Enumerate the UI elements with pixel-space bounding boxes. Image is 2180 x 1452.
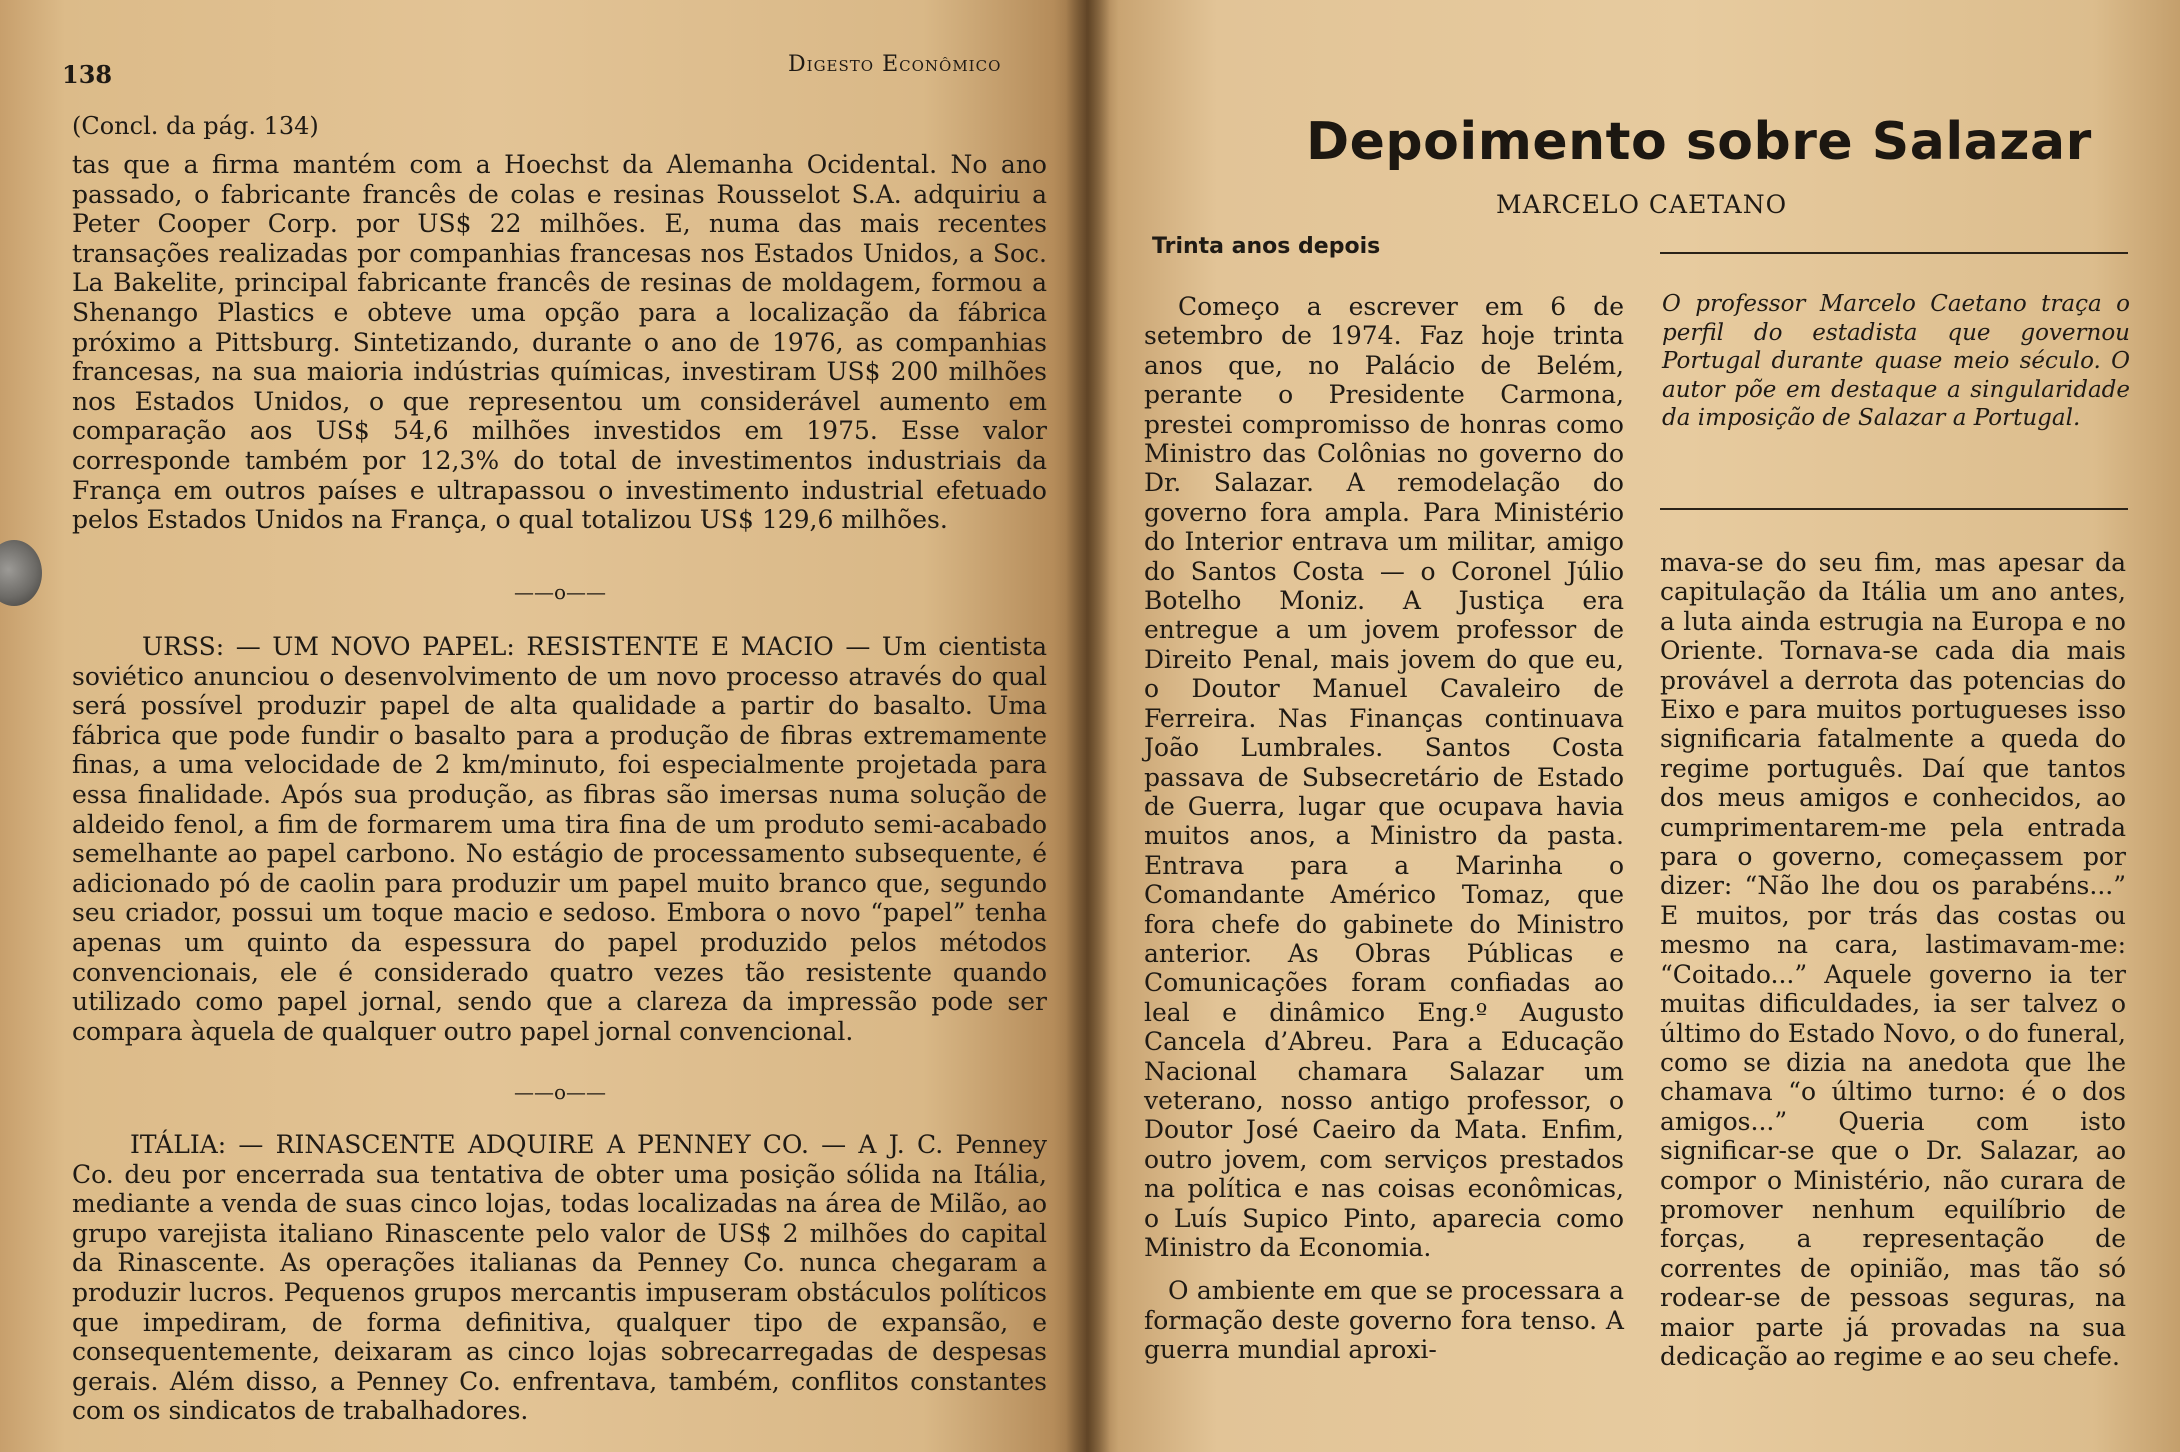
paragraph: Começo a escrever em 6 de setembro de 1974. Faz hoje trinta anos que, no Palácio de Belém, perante o Presidente Carmona, prestei compromisso de honras como Ministro das Colônias no governo do Dr. Salazar. A remodelação do governo fora ampla. Para Ministério do Interior entrava um militar, amigo do Santos Costa — o Coronel Júlio Botelho Moniz. A Justiça era entregue a um jovem professor de Direito Penal, mais jovem do que eu, o Doutor Manuel Cavaleiro de Ferreira. Nas Finanças continuava João Lumbrales. Santos Costa passava de Subsecretário de Estado de Guerra, lugar que ocupava havia muitos anos, a Ministro da pasta. Entrava para a Marinha o Comandante Américo Tomaz, que fora chefe do gabinete do Ministro anterior. As Obras Públicas e Comunicações foram confiadas ao leal e dinâmico Eng.º Augusto Cancela d’Abreu. Para a Educação Nacional chamara Salazar um veterano, nosso antigo professor, o Doutor José Caeiro da Mata. Enfim, outro jovem, com serviços prestados na política e nas coisas econômicas, o Luís Supico Pinto, aparecia como Ministro da Economia.: [1144, 292, 1624, 1262]
page-number: 138: [62, 60, 113, 89]
abstract-rule-top: [1660, 252, 2128, 254]
separator: ——o——: [513, 580, 607, 604]
left-page: [0, 0, 1086, 1452]
article-column-middle: [1144, 292, 1624, 1365]
book-gutter: [1066, 0, 1110, 1452]
article-author: MARCELO CAETANO: [1496, 190, 1788, 219]
abstract-rule-bottom: [1660, 508, 2128, 510]
article-title: Depoimento sobre Salazar: [1306, 112, 2092, 172]
paragraph: O ambiente em que se processara a formação deste governo fora tenso. A guerra mundial aproxi-: [1144, 1276, 1624, 1365]
article-block-italia: ITÁLIA: — RINASCENTE ADQUIRE A PENNEY CO. — A J. C. Penney Co. deu por encerrada sua tentativa de obter uma posição sólida na Itália, mediante a venda de suas cinco lojas, todas localizadas na área de Milão, ao grupo varejista italiano Rinascente pelo valor de US$ 2 milhões do capital da Rinascente. As operações italianas da Penney Co. nunca chegaram a produzir lucros. Pequenos grupos mercantis impuseram obstáculos políticos que impediram, de forma definitiva, qualquer tipo de expansão, e consequentemente, deixaram as cinco lojas sobrecarregadas de despesas gerais. Além disso, a Penney Co. enfrentava, também, conflitos constantes com os sindicatos de trabalhadores.: [72, 1130, 1047, 1426]
article-block-france: tas que a firma mantém com a Hoechst da Alemanha Ocidental. No ano passado, o fabricante francês de colas e resinas Rousselot S.A. adquiriu a Peter Cooper Corp. por US$ 22 milhões. E, numa das mais recentes transações realizadas por companhias francesas nos Estados Unidos, a Soc. La Bakelite, principal fabricante francês de resinas de moldagem, formou a Shenango Plastics e obteve uma opção para a localização da fábrica próximo a Pittsburg. Sintetizando, durante o ano de 1976, as companhias francesas, na sua maioria indústrias químicas, investiram US$ 200 milhões nos Estados Unidos, o que representou um considerável aumento em comparação aos US$ 54,6 milhões investidos em 1975. Esse valor corresponde também por 12,3% do total de investimentos industriais da França em outros países e ultrapassou o investimento industrial efetuado pelos Estados Unidos na França, o qual totalizou US$ 129,6 milhões.: [72, 150, 1047, 535]
article-block-urss: URSS: — UM NOVO PAPEL: RESISTENTE E MACIO — Um cientista soviético anunciou o desenvolvimento de um novo processo através do qual será possível produzir papel de alta qualidade a partir do basalto. Uma fábrica que pode fundir o basalto para a produção de fibras extremamente finas, a uma velocidade de 2 km/minuto, foi especialmente projetada para essa finalidade. Após sua produção, as fibras são imersas numa solução de aldeido fenol, a fim de formarem uma tira fina de um produto semi-acabado semelhante ao papel carbono. No estágio de processamento subsequente, é adicionado pó de caolin para produzir um papel muito branco que, segundo seu criador, possui um toque macio e sedoso. Embora o novo “papel” tenha apenas um quinto da espessura do papel produzido pelos métodos convencionais, ele é considerado quatro vezes tão resistente quando utilizado como papel jornal, sendo que a clareza da impressão pode ser compara àquela de qualquer outro papel jornal convencional.: [72, 632, 1047, 1046]
binding-hole: [0, 540, 42, 606]
separator: ——o——: [513, 1080, 607, 1104]
article-column-right: mava-se do seu fim, mas apesar da capitulação da Itália um ano antes, a luta ainda estrugia na Europa e no Oriente. Tornava-se cada dia mais provável a derrota das potencias do Eixo e para muitos portugueses isso significaria fatalmente a queda do regime português. Daí que tantos dos meus amigos e conhecidos, ao cumprimentarem-me pela entrada para o governo, começassem por dizer: “Não lhe dou os parabéns...” E muitos, por trás das costas ou mesmo na cara, lastimavam-me: “Coitado...” Aquele governo ia ter muitas dificuldades, ia ser talvez o último do Estado Novo, o do funeral, como se dizia na anedota que lhe chamava “o último turno: é o dos amigos...” Queria com isto significar-se que o Dr. Salazar, ao compor o Ministério, não curara de promover nenhum equilíbrio de forças, a representação de correntes de opinião, mas tão só rodear-se de pessoas seguras, na maior parte já provadas na sua dedicação ao regime e ao seu chefe.: [1660, 548, 2126, 1371]
continuation-note: (Concl. da pág. 134): [72, 112, 319, 140]
article-abstract: O professor Marcelo Caetano traça o perfil do estadista que governou Portugal durante quase meio século. O autor põe em destaque a singularidade da imposição de Salazar a Portugal.: [1662, 291, 2130, 432]
section-heading: Trinta anos depois: [1152, 234, 1381, 259]
running-head: Digesto Econômico: [788, 52, 1002, 77]
